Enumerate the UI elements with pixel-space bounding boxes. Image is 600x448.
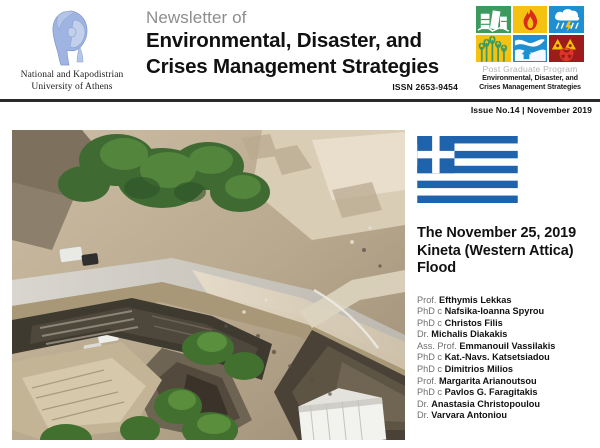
author-prefix: Dr.	[417, 398, 432, 409]
program-caption-line2: Crises Management Strategies	[479, 81, 581, 91]
newsletter-title-block	[146, 8, 458, 92]
author-name: Emmanouil Vassilakis	[459, 340, 556, 351]
author-name: Margarita Arianoutsou	[438, 375, 537, 386]
author-entry	[417, 364, 593, 376]
program-caption-top: Post Graduate Program	[482, 64, 578, 74]
author-entry	[417, 410, 593, 422]
issn-number: ISSN 2653-9454	[392, 82, 458, 92]
author-prefix: Ass. Prof.	[417, 340, 460, 351]
author-name: Anastasia Christopoulou	[431, 398, 541, 409]
author-name: Varvara Antoniou	[431, 410, 508, 421]
university-logo-block	[4, 6, 140, 98]
author-name: Christos Filis	[444, 317, 503, 328]
university-name-line1: National and Kapodistrian	[20, 70, 124, 80]
author-prefix: Dr.	[417, 410, 432, 421]
program-logo-block	[468, 6, 592, 91]
earthquake-icon	[476, 6, 511, 33]
header-divider	[0, 99, 600, 102]
author-entry	[417, 376, 593, 388]
author-entry	[417, 306, 593, 318]
author-prefix: PhD c	[417, 306, 445, 317]
university-name	[21, 69, 124, 93]
flood-aerial-photo-illustration	[12, 130, 405, 440]
greek-flag-icon	[417, 136, 518, 203]
author-entry	[417, 341, 593, 353]
cover-story-title-line1: The November 25, 2019	[417, 225, 577, 241]
author-list	[417, 295, 593, 423]
author-name: Efthymis Lekkas	[438, 294, 512, 305]
page-header	[0, 0, 600, 100]
author-entry	[417, 352, 593, 364]
program-logo-caption	[468, 64, 592, 91]
author-name: Pavlos G. Faragitakis	[444, 387, 538, 398]
program-caption-line1: Environmental, Disaster, and	[482, 73, 578, 82]
author-entry	[417, 387, 593, 399]
university-name-line2: University of Athens	[31, 82, 113, 92]
flood-wave-icon	[513, 35, 548, 62]
cover-story-title	[417, 225, 593, 278]
author-name: Michalis Diakakis	[431, 329, 508, 340]
author-entry	[417, 399, 593, 411]
author-name: Nafsika-Ioanna Spyrou	[444, 306, 545, 317]
author-entry	[417, 318, 593, 330]
newsletter-title-line2: Crises Management Strategies	[146, 54, 439, 78]
author-name: Dimitrios Milios	[444, 364, 513, 375]
cover-story-column	[417, 136, 593, 422]
author-prefix: PhD c	[417, 387, 445, 398]
newsletter-title-line1: Environmental, Disaster, and	[146, 29, 422, 52]
author-entry	[417, 295, 593, 307]
author-entry	[417, 329, 593, 341]
hazard-icon	[549, 35, 584, 62]
author-prefix: PhD c	[417, 364, 445, 375]
newsletter-prefix: Newsletter of	[146, 8, 247, 27]
issue-line: Issue No.14 | November 2019	[470, 105, 592, 115]
plants-icon	[476, 35, 511, 62]
author-prefix: PhD c	[417, 317, 445, 328]
program-logo-tile-grid	[476, 6, 584, 62]
cover-story-title-line3: Flood	[417, 260, 456, 276]
cover-photo	[12, 130, 405, 440]
author-prefix: Dr.	[417, 329, 432, 340]
athena-head-seal-icon	[44, 8, 100, 68]
author-prefix: Prof.	[417, 294, 439, 305]
cover-story-title-line2: Kineta (Western Attica)	[417, 242, 574, 259]
author-prefix: Prof.	[417, 375, 439, 386]
author-prefix: PhD c	[417, 352, 445, 363]
author-name: Kat.-Navs. Katsetsiadou	[444, 352, 550, 363]
storm-icon	[549, 6, 584, 33]
fire-icon	[513, 6, 548, 33]
